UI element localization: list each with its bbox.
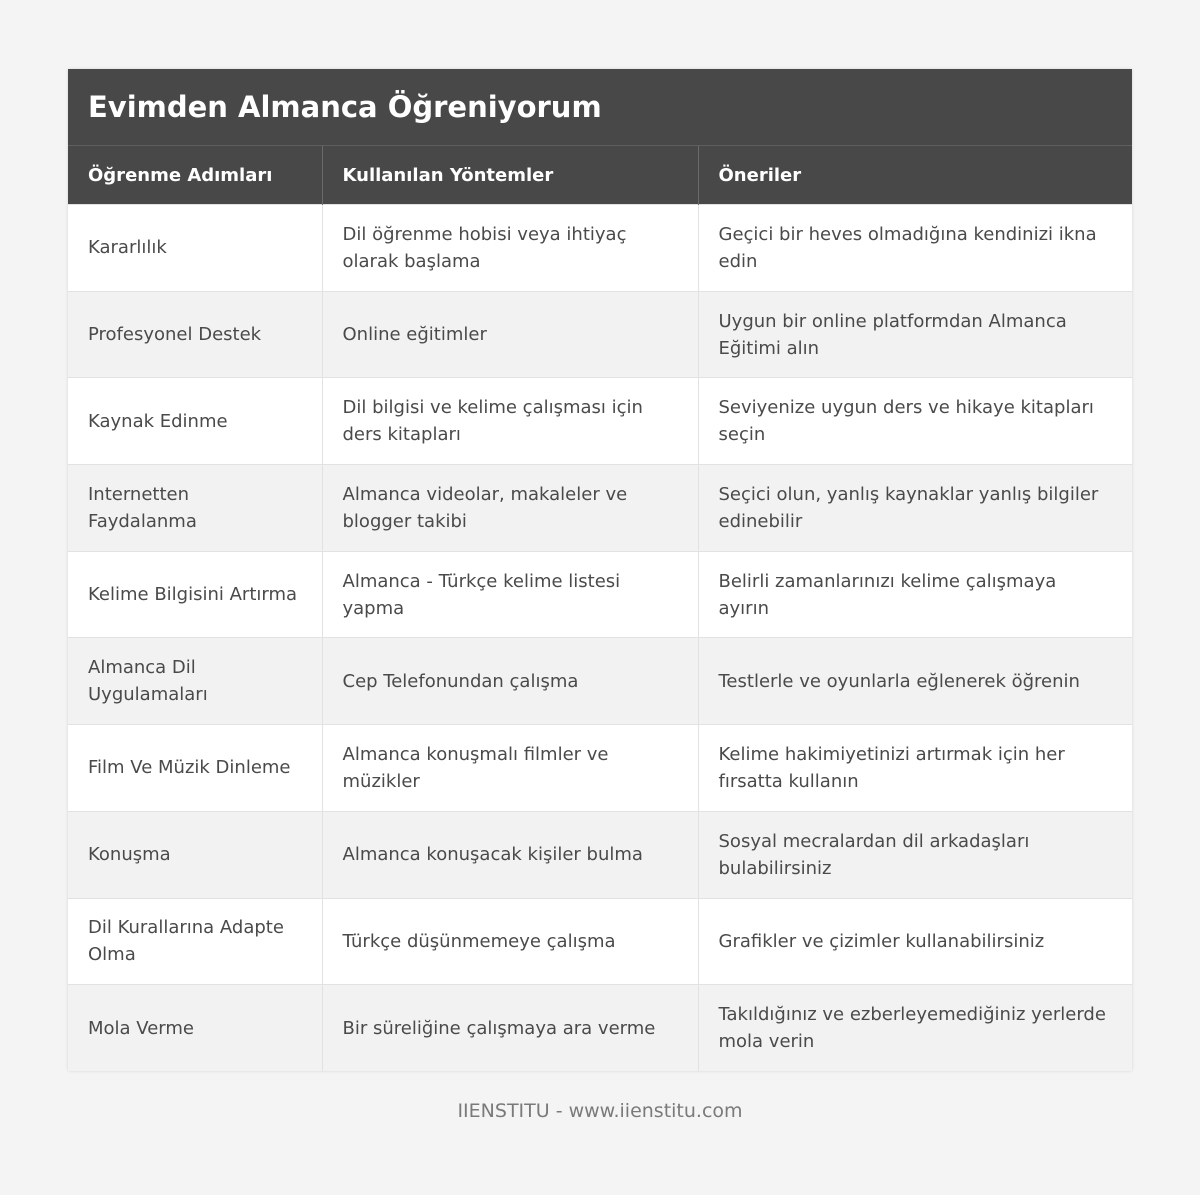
header-row [68,146,1132,205]
table-row [68,551,1132,638]
cell-method: Cep Telefonundan çalışma [322,638,698,725]
cell-method: Almanca videolar, makaleler ve blogger takibi [322,465,698,552]
cell-method: Dil bilgisi ve kelime çalışması için ders kitapları [322,378,698,465]
footer-credit: IIENSTITU - www.iienstitu.com [457,1100,743,1122]
cell-step: Almanca Dil Uygulamaları [68,638,322,725]
cell-step: Konuşma [68,811,322,898]
cell-step: Profesyonel Destek [68,291,322,378]
table-row [68,205,1132,292]
table-row [68,291,1132,378]
cell-method: Türkçe düşünmemeye çalışma [322,898,698,985]
table-row [68,725,1132,812]
cell-method: Bir süreliğine çalışmaya ara verme [322,985,698,1072]
title-bar [68,69,1132,145]
cell-suggestion: Sosyal mecralardan dil arkadaşları bulabilirsiniz [698,811,1132,898]
cell-suggestion: Grafikler ve çizimler kullanabilirsiniz [698,898,1132,985]
column-header-methods: Kullanılan Yöntemler [322,146,698,205]
cell-method: Almanca konuşmalı filmler ve müzikler [322,725,698,812]
table-row [68,985,1132,1072]
table-row [68,898,1132,985]
data-table [68,145,1132,1071]
cell-step: Internetten Faydalanma [68,465,322,552]
table-row [68,465,1132,552]
cell-method: Dil öğrenme hobisi veya ihtiyaç olarak başlama [322,205,698,292]
table-row [68,638,1132,725]
table-card [68,69,1132,1071]
cell-method: Online eğitimler [322,291,698,378]
cell-method: Almanca - Türkçe kelime listesi yapma [322,551,698,638]
cell-suggestion: Uygun bir online platformdan Almanca Eğitimi alın [698,291,1132,378]
cell-step: Film Ve Müzik Dinleme [68,725,322,812]
cell-suggestion: Testlerle ve oyunlarla eğlenerek öğrenin [698,638,1132,725]
cell-step: Kararlılık [68,205,322,292]
cell-step: Dil Kurallarına Adapte Olma [68,898,322,985]
table-row [68,378,1132,465]
page-title: Evimden Almanca Öğreniyorum [88,90,602,124]
cell-step: Kelime Bilgisini Artırma [68,551,322,638]
table-row [68,811,1132,898]
cell-step: Mola Verme [68,985,322,1072]
column-header-steps: Öğrenme Adımları [68,146,322,205]
cell-suggestion: Takıldığınız ve ezberleyemediğiniz yerlerde mola verin [698,985,1132,1072]
cell-suggestion: Seçici olun, yanlış kaynaklar yanlış bilgiler edinebilir [698,465,1132,552]
cell-suggestion: Seviyenize uygun ders ve hikaye kitapları seçin [698,378,1132,465]
cell-method: Almanca konuşacak kişiler bulma [322,811,698,898]
table-body [68,205,1132,1072]
cell-suggestion: Kelime hakimiyetinizi artırmak için her fırsatta kullanın [698,725,1132,812]
cell-suggestion: Geçici bir heves olmadığına kendinizi ikna edin [698,205,1132,292]
cell-step: Kaynak Edinme [68,378,322,465]
cell-suggestion: Belirli zamanlarınızı kelime çalışmaya ayırın [698,551,1132,638]
column-header-suggestions: Öneriler [698,146,1132,205]
